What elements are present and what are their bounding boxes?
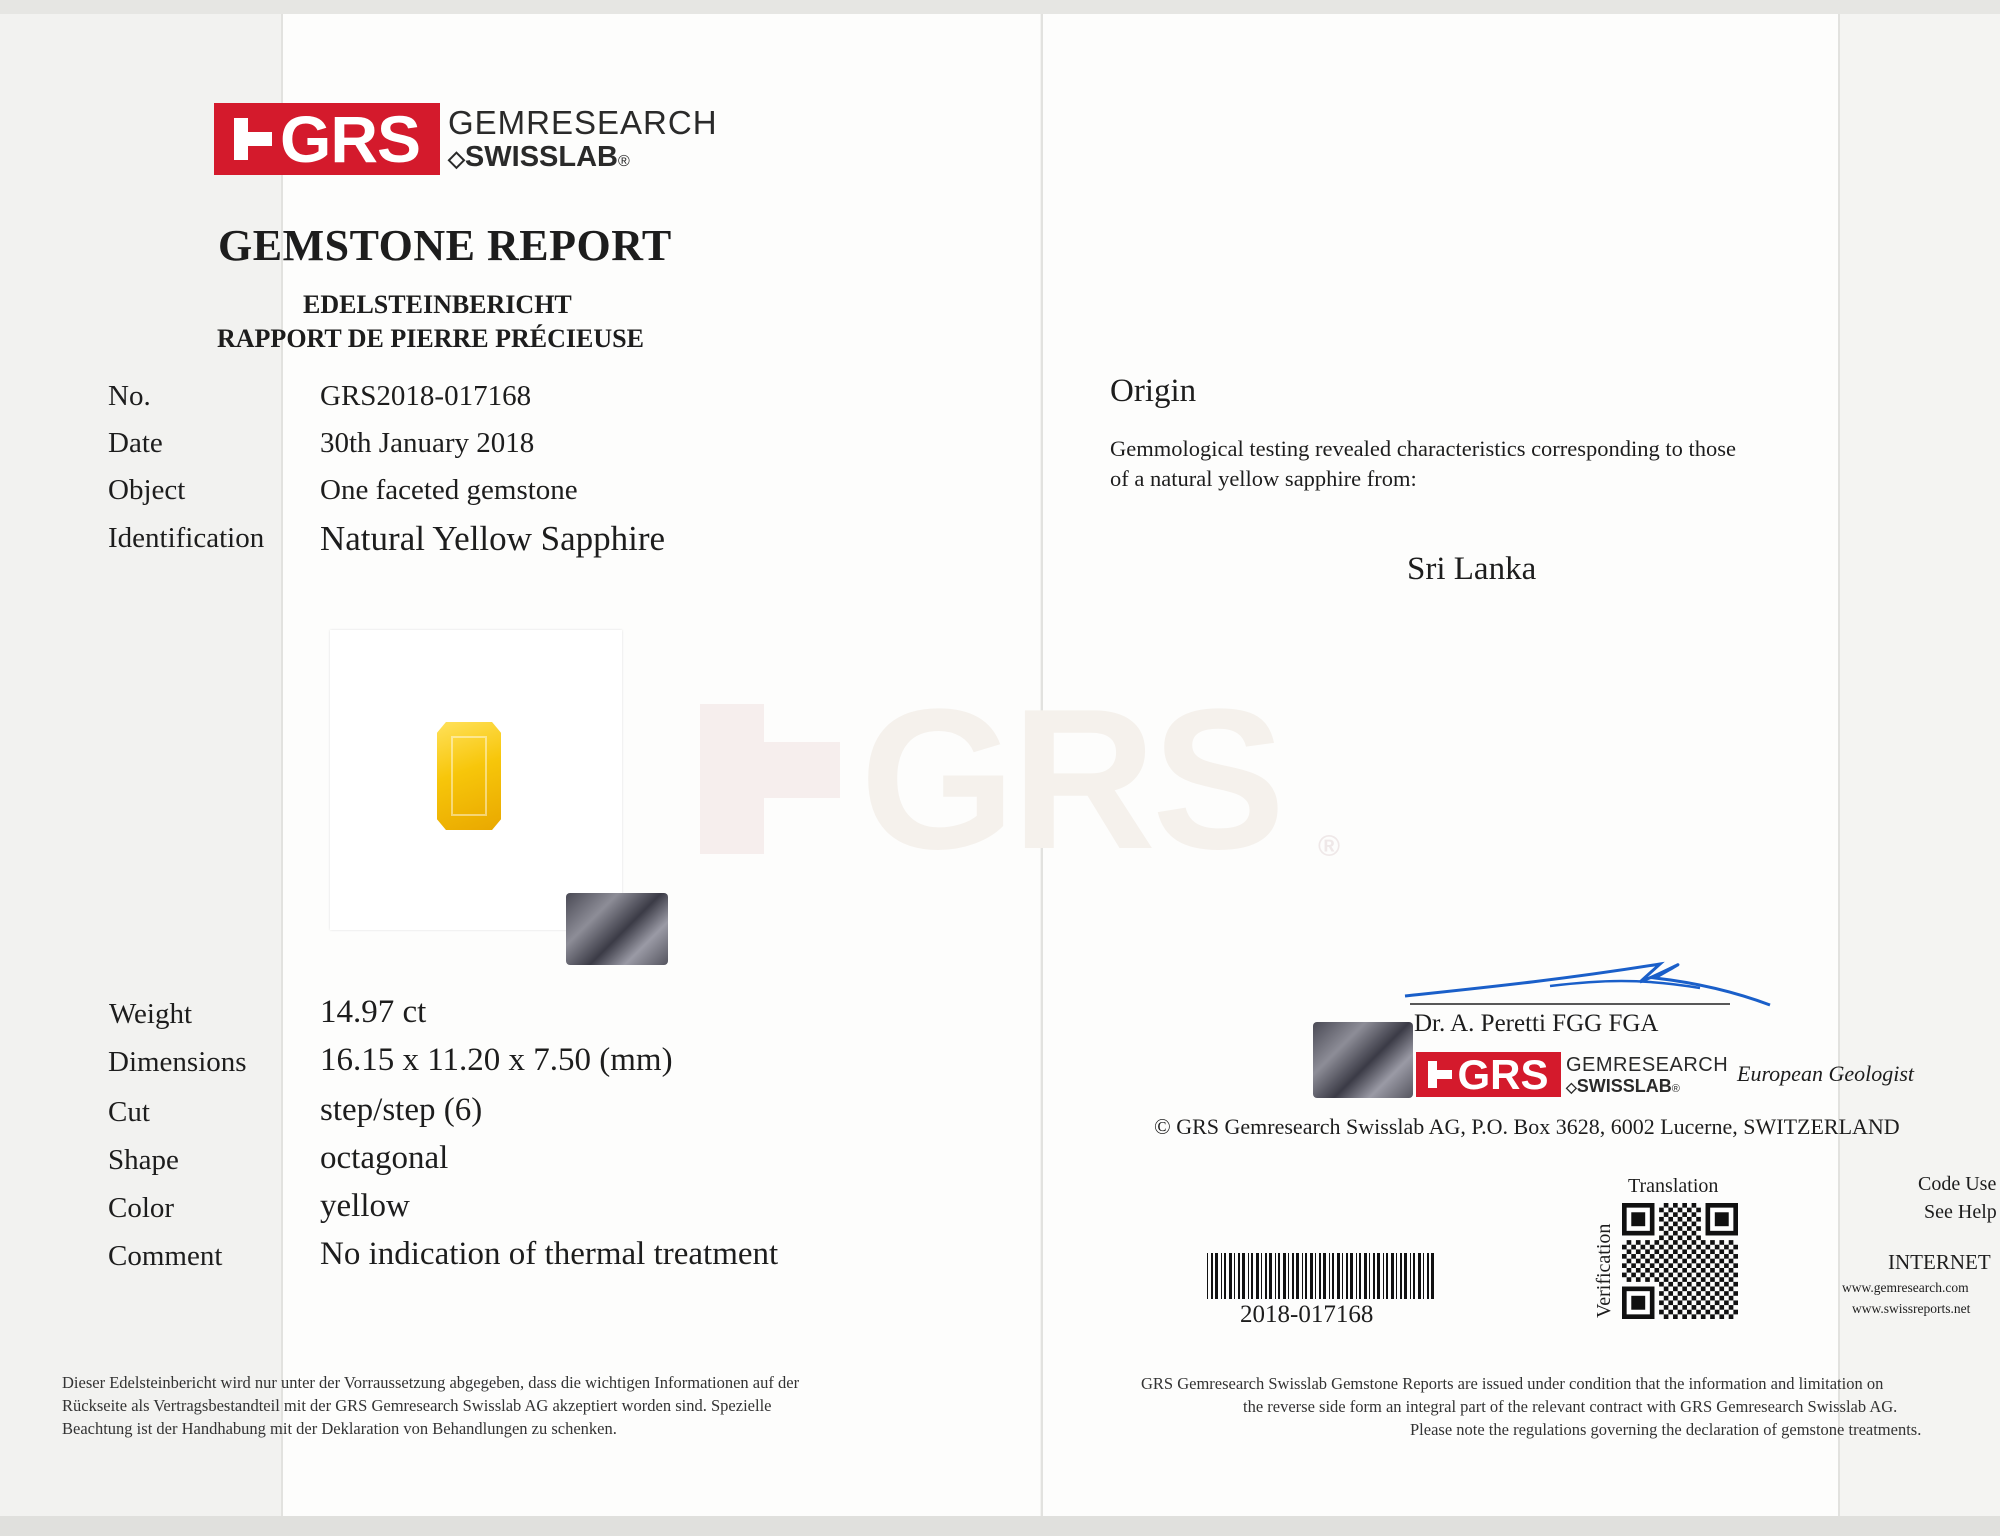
signatory-name: Dr. A. Peretti FGG FGA	[1414, 1010, 1659, 1037]
grs-logo-mark: GRS	[1416, 1052, 1561, 1097]
spec-label-color: Color	[108, 1192, 175, 1224]
origin-heading: Origin	[1110, 373, 1197, 409]
info-value-object: One faceted gemstone	[320, 474, 578, 506]
internet-label: INTERNET	[1888, 1250, 1991, 1274]
swiss-cross-icon	[234, 118, 272, 160]
qr-code[interactable]	[1622, 1203, 1740, 1319]
spec-value-shape: octagonal	[320, 1140, 449, 1176]
right-footer-line: Please note the regulations governing the declaration of gemstone treatments.	[1410, 1420, 1922, 1439]
origin-text: Gemmological testing revealed characteristics corresponding to those	[1110, 436, 1737, 461]
logo-gemresearch: GEMRESEARCH	[448, 104, 718, 141]
spec-label-weight: Weight	[109, 998, 193, 1030]
spec-value-dimensions: 16.15 x 11.20 x 7.50 (mm)	[320, 1042, 673, 1078]
spec-value-weight: 14.97 ct	[320, 994, 427, 1030]
signatory-title: European Geologist	[1737, 1061, 1914, 1086]
hologram-seal	[566, 893, 668, 965]
logo-swisslab: SWISSLAB	[1576, 1075, 1672, 1096]
info-label-object: Object	[108, 474, 186, 506]
left-footer-line: Rückseite als Vertragsbestandteil mit der GRS Gemresearch Swisslab AG akzeptiert worden sind. Spezielle	[62, 1396, 772, 1415]
url-swissreports[interactable]: www.swissreports.net	[1852, 1301, 1971, 1316]
grs-logo: GRS GEMRESEARCH ◇SWISSLAB®	[214, 103, 718, 175]
left-footer-line: Dieser Edelsteinbericht wird nur unter der Vorraussetzung abgegeben, dass die wichtigen Informationen auf der	[62, 1373, 800, 1392]
verification-label: Verification	[1593, 1223, 1615, 1318]
spec-label-cut: Cut	[108, 1096, 150, 1128]
fold-line	[1838, 0, 1840, 1536]
diamond-icon: ◇	[448, 146, 465, 171]
report-title: GEMSTONE REPORT	[218, 221, 672, 270]
spec-value-comment: No indication of thermal treatment	[320, 1236, 779, 1272]
signature-image	[1400, 930, 1780, 1020]
grs-logo-mark: GRS	[214, 103, 440, 175]
hologram-seal	[1313, 1022, 1413, 1098]
right-footer-line: GRS Gemresearch Swisslab Gemstone Reports are issued under condition that the information and limitation on	[1141, 1374, 1884, 1393]
barcode-number: 2018-017168	[1240, 1301, 1374, 1328]
code-use-text: Code Use	[1918, 1173, 1997, 1195]
origin-text: of a natural yellow sapphire from:	[1110, 466, 1417, 491]
spec-label-shape: Shape	[108, 1144, 179, 1176]
info-value-identification: Natural Yellow Sapphire	[320, 519, 666, 558]
spec-label-dimensions: Dimensions	[108, 1046, 247, 1078]
barcode-image	[1207, 1253, 1437, 1299]
diamond-icon: ◇	[1566, 1078, 1577, 1095]
origin-country: Sri Lanka	[1407, 551, 1537, 587]
grs-logo-small: GRS GEMRESEARCH ◇SWISSLAB®	[1416, 1052, 1728, 1097]
swiss-cross-icon	[1428, 1061, 1452, 1088]
bottom-edge	[0, 1516, 2000, 1536]
spec-value-color: yellow	[320, 1188, 410, 1224]
report-title-french: RAPPORT DE PIERRE PRÉCIEUSE	[217, 324, 644, 353]
copyright-line: © GRS Gemresearch Swisslab AG, P.O. Box 3628, 6002 Lucerne, SWITZERLAND	[1154, 1114, 1900, 1139]
info-value-no: GRS2018-017168	[320, 380, 532, 412]
top-edge	[0, 0, 2000, 14]
translation-label: Translation	[1628, 1175, 1719, 1197]
right-footer-line: the reverse side form an integral part of the relevant contract with GRS Gemresearch Swisslab AG.	[1243, 1397, 1898, 1416]
logo-gemresearch: GEMRESEARCH	[1566, 1053, 1729, 1076]
gemstone-photo	[330, 630, 622, 930]
yellow-sapphire-image	[437, 722, 501, 830]
info-label-no: No.	[108, 380, 151, 412]
code-help-text: See Help	[1924, 1201, 1997, 1223]
info-label-date: Date	[108, 427, 163, 459]
url-gemresearch[interactable]: www.gemresearch.com	[1842, 1280, 1969, 1295]
info-value-date: 30th January 2018	[320, 427, 535, 459]
left-footer-line: Beachtung ist der Handhabung mit der Deklaration von Behandlungen zu schenken.	[62, 1419, 617, 1438]
logo-swisslab: SWISSLAB	[464, 141, 618, 173]
info-label-identification: Identification	[108, 522, 265, 554]
spec-label-comment: Comment	[108, 1240, 223, 1272]
spec-value-cut: step/step (6)	[320, 1092, 483, 1128]
report-title-german: EDELSTEINBERICHT	[303, 290, 572, 319]
